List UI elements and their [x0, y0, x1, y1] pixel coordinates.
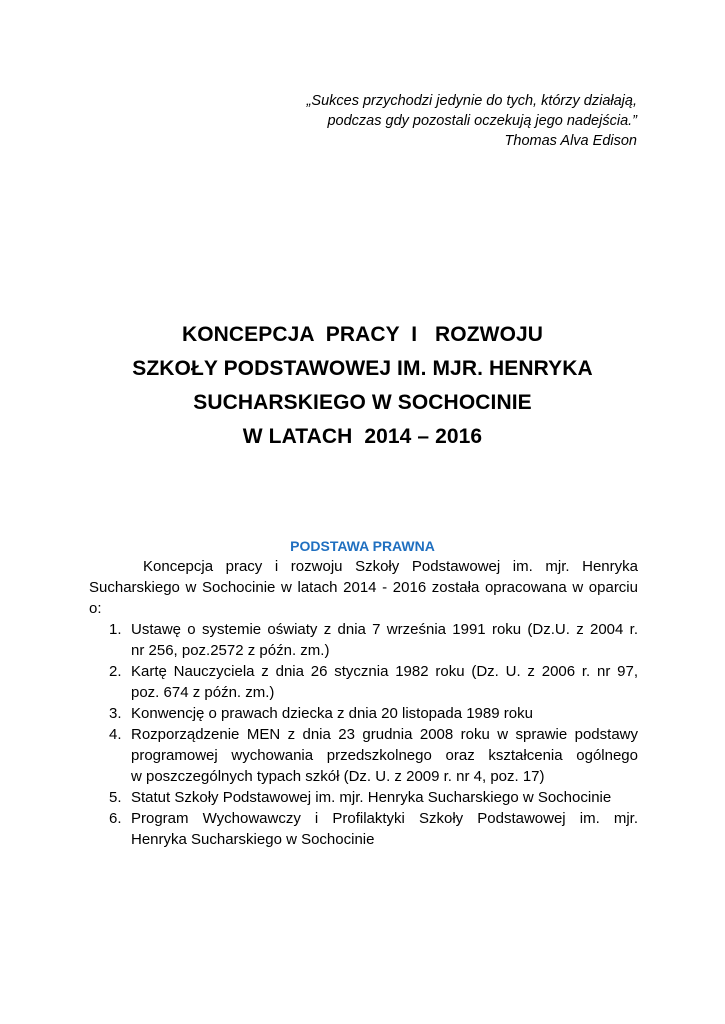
list-item-line: Ustawę o systemie oświaty z dnia 7 września 1991 roku (Dz.U. z 2004 r.	[131, 621, 638, 638]
list-item	[89, 808, 638, 850]
list-item	[89, 724, 638, 787]
list-item	[89, 619, 638, 661]
document-title	[60, 318, 665, 454]
list-item-text	[131, 619, 638, 661]
list-item-text	[131, 724, 638, 787]
list-item-line: w poszczególnych typach szkół (Dz. U. z 2009 r. nr 4, poz. 17)	[131, 768, 545, 785]
intro-line-3: o:	[89, 600, 102, 617]
list-item-number: 1.	[109, 621, 122, 638]
intro-paragraph	[89, 556, 638, 619]
title-line-3: SUCHARSKIEGO W SOCHOCINIE	[193, 391, 532, 414]
list-item-line: Rozporządzenie MEN z dnia 23 grudnia 2008 roku w sprawie podstawy	[131, 726, 638, 743]
list-item-text	[131, 808, 638, 850]
list-item-text	[131, 787, 638, 808]
legal-basis-list	[89, 619, 638, 850]
list-item-line: nr 256, poz.2572 z późn. zm.)	[131, 642, 330, 659]
epigraph-quote	[197, 91, 637, 151]
list-item-number: 5.	[109, 789, 122, 806]
quote-line-2: podczas gdy pozostali oczekują jego nadejścia.”	[327, 113, 637, 129]
title-line-1: KONCEPCJA PRACY I ROZWOJU	[181, 323, 544, 346]
list-item-text	[131, 703, 638, 724]
intro-line-1: Koncepcja pracy i rozwoju Szkoły Podstawowej im. mjr. Henryka	[143, 558, 638, 575]
list-item-number: 6.	[109, 810, 122, 827]
list-item-number: 3.	[109, 705, 122, 722]
list-item-line: Henryka Sucharskiego w Sochocinie	[131, 831, 375, 848]
list-item-line: Statut Szkoły Podstawowej im. mjr. Henryka Sucharskiego w Sochocinie	[131, 789, 612, 806]
list-item	[89, 661, 638, 703]
list-item-number: 4.	[109, 726, 122, 743]
title-line-4: W LATACH 2014 – 2016	[242, 425, 483, 448]
section-heading: PODSTAWA PRAWNA	[290, 538, 435, 554]
quote-author: Thomas Alva Edison	[504, 133, 637, 149]
list-item-text	[131, 661, 638, 703]
list-item-line: Program Wychowawczy i Profilaktyki Szkoły Podstawowej im. mjr.	[131, 810, 638, 827]
quote-line-1: „Sukces przychodzi jedynie do tych, którzy działają,	[306, 93, 637, 109]
list-item-line: programowej wychowania przedszkolnego oraz kształcenia ogólnego	[131, 747, 638, 764]
list-item	[89, 703, 638, 724]
title-line-2: SZKOŁY PODSTAWOWEJ IM. MJR. HENRYKA	[132, 357, 593, 380]
intro-line-2: Sucharskiego w Sochocinie w latach 2014 - 2016 została opracowana w oparciu	[89, 579, 638, 596]
list-item-line: Kartę Nauczyciela z dnia 26 stycznia 1982 roku (Dz. U. z 2006 r. nr 97,	[131, 663, 638, 680]
list-item-line: poz. 674 z późn. zm.)	[131, 684, 275, 701]
list-item	[89, 787, 638, 808]
list-item-number: 2.	[109, 663, 122, 680]
list-item-line: Konwencję o prawach dziecka z dnia 20 listopada 1989 roku	[131, 705, 533, 722]
